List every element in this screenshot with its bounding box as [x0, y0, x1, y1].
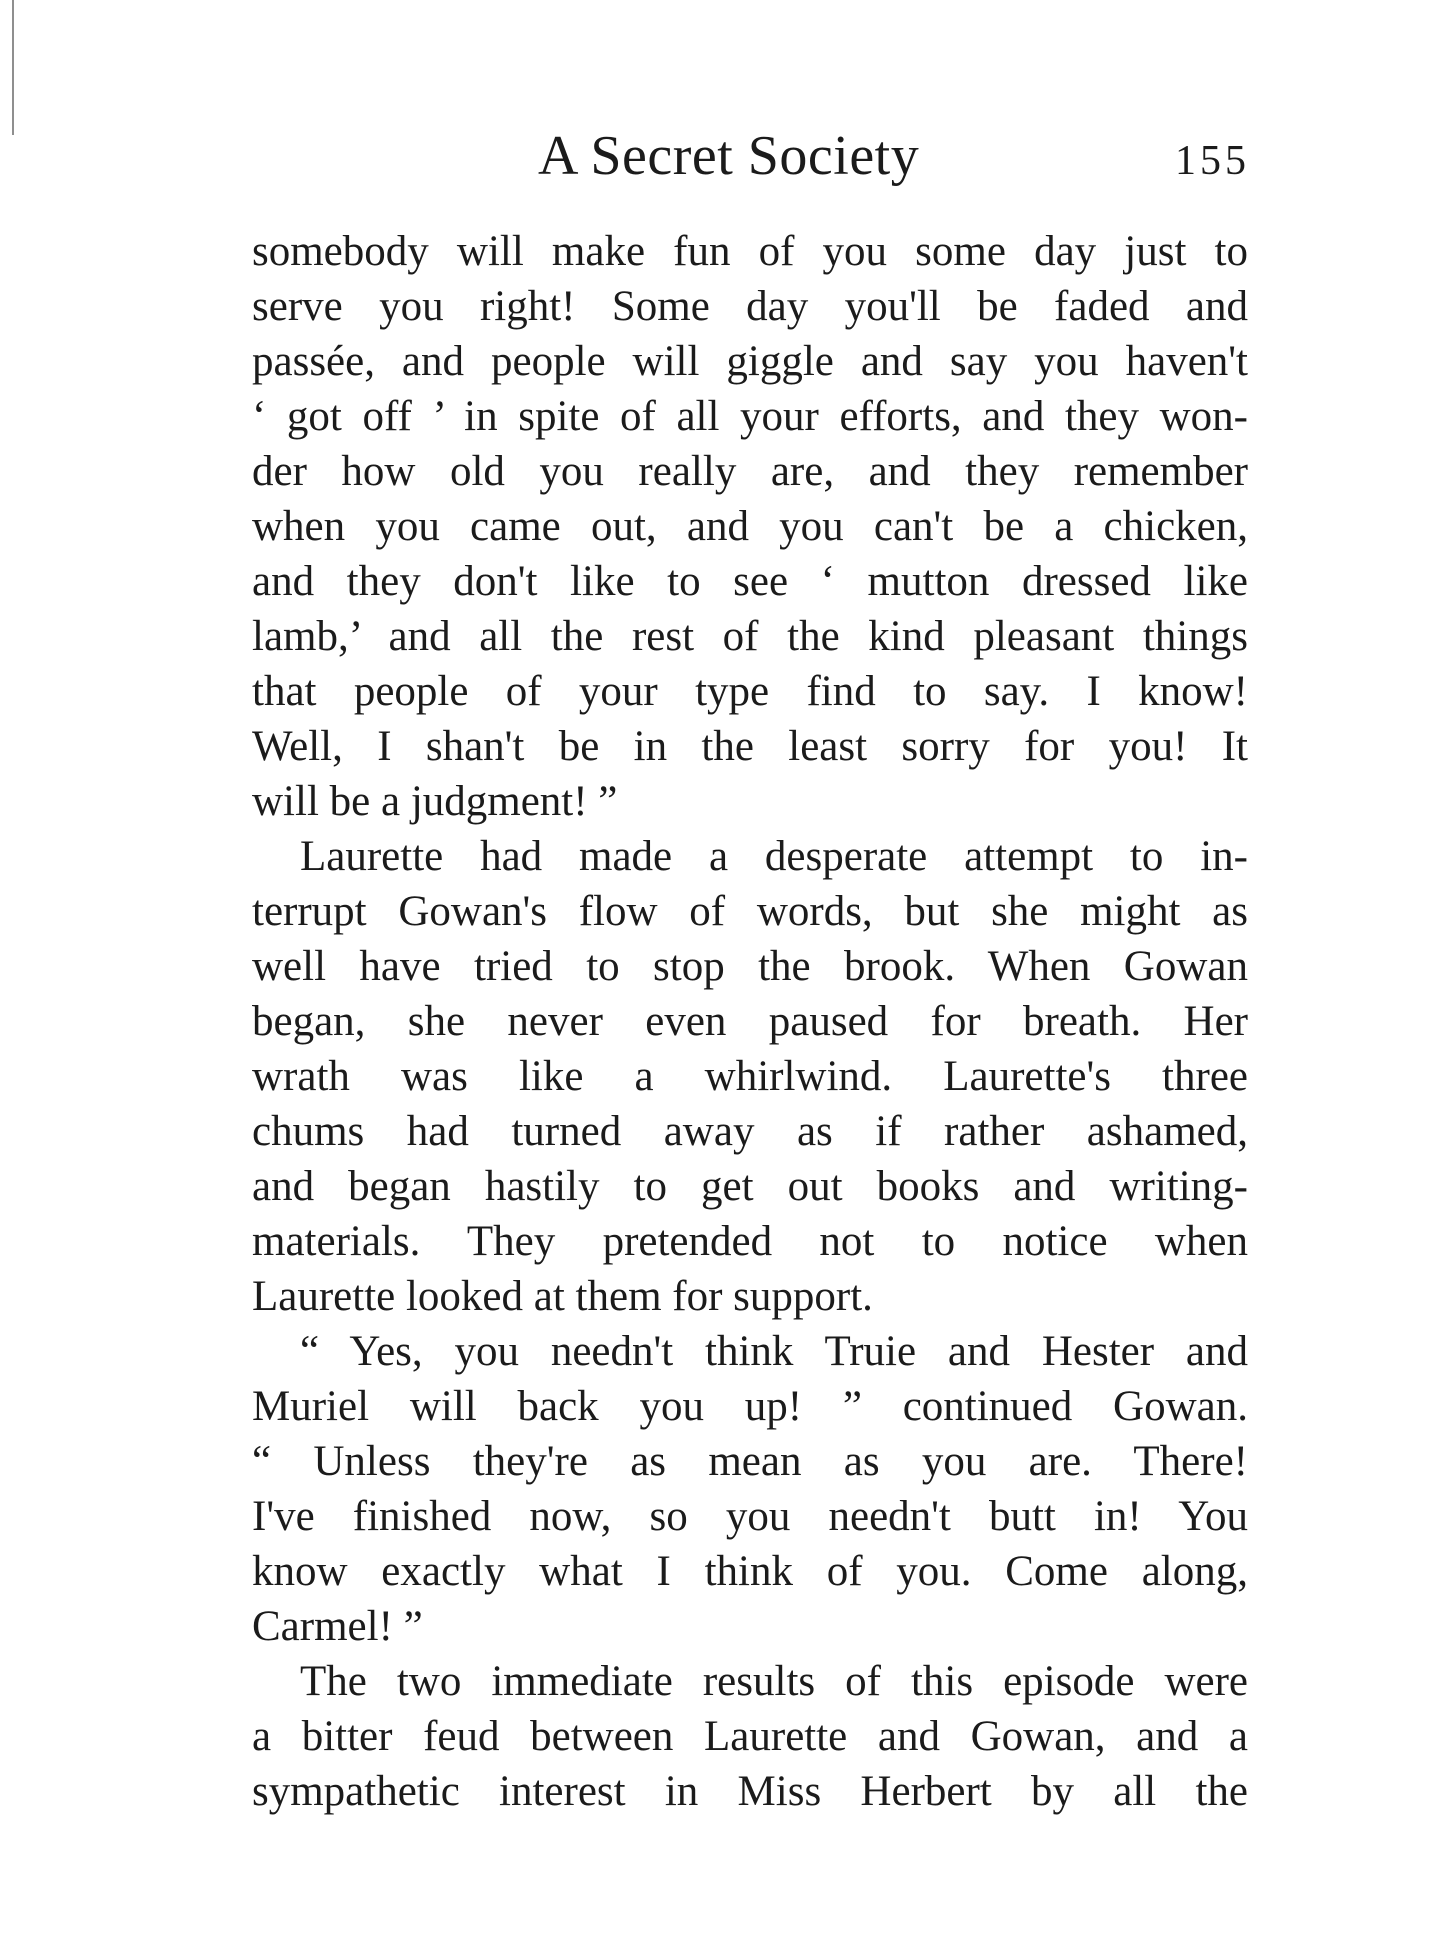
text-line: know exactly what I think of you. Come along, [252, 1548, 1248, 1595]
paragraph-continued-speech [252, 224, 1248, 829]
page-edge-mark [12, 0, 14, 135]
text-line: ‘ got off ’ in spite of all your efforts, and they won- [252, 393, 1248, 440]
text-line: Muriel will back you up! ” continued Gowan. [252, 1383, 1248, 1430]
body-text [252, 224, 1248, 1819]
paragraph-episode-results [252, 1654, 1248, 1819]
text-line: wrath was like a whirlwind. Laurette's three [252, 1053, 1248, 1100]
text-line: serve you right! Some day you'll be faded and [252, 283, 1248, 330]
text-line: Laurette looked at them for support. [252, 1273, 873, 1320]
text-line: and they don't like to see ‘ mutton dressed like [252, 558, 1248, 605]
text-line: The two immediate results of this episode were [300, 1658, 1248, 1705]
page-header [250, 122, 1250, 202]
text-line: that people of your type find to say. I know! [252, 668, 1248, 715]
text-line: “ Unless they're as mean as you are. There! [252, 1438, 1248, 1485]
paragraph-gowan-speech [252, 1324, 1248, 1654]
text-line: somebody will make fun of you some day just to [252, 228, 1248, 275]
text-line: passée, and people will giggle and say you haven't [252, 338, 1248, 385]
text-line: der how old you really are, and they remember [252, 448, 1248, 495]
text-line: sympathetic interest in Miss Herbert by all the [252, 1768, 1248, 1815]
running-title: A Secret Society [538, 125, 920, 187]
paragraph-laurette-interrupt [252, 829, 1248, 1324]
text-line: terrupt Gowan's flow of words, but she might as [252, 888, 1248, 935]
text-line: lamb,’ and all the rest of the kind pleasant things [252, 613, 1248, 660]
text-line: will be a judgment! ” [252, 778, 618, 825]
text-line: chums had turned away as if rather ashamed, [252, 1108, 1248, 1155]
text-line: and began hastily to get out books and writing- [252, 1163, 1248, 1210]
text-line: Laurette had made a desperate attempt to in- [300, 833, 1248, 880]
text-line: Carmel! ” [252, 1603, 423, 1650]
text-line: I've finished now, so you needn't butt in! You [252, 1493, 1248, 1540]
text-line: well have tried to stop the brook. When Gowan [252, 943, 1248, 990]
page-number: 155 [1175, 138, 1250, 184]
text-line: materials. They pretended not to notice when [252, 1218, 1248, 1265]
text-line: Well, I shan't be in the least sorry for you! It [252, 723, 1248, 770]
text-line: “ Yes, you needn't think Truie and Hester and [300, 1328, 1248, 1375]
text-line: began, she never even paused for breath. Her [252, 998, 1248, 1045]
text-line: when you came out, and you can't be a chicken, [252, 503, 1248, 550]
text-line: a bitter feud between Laurette and Gowan, and a [252, 1713, 1248, 1760]
